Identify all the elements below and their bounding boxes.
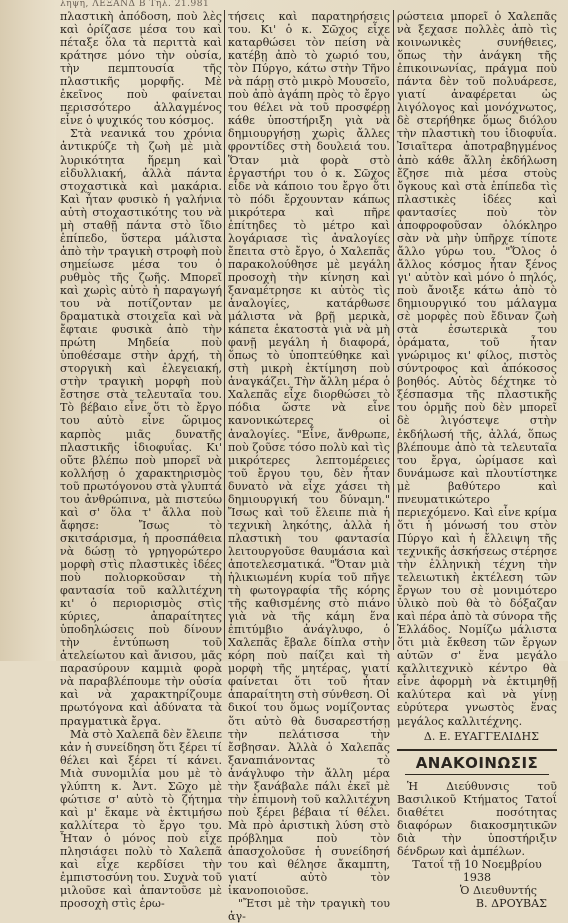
article-column-3: [397, 10, 557, 910]
paragraph: τήσεις καὶ παρατηρήσεις του. Κι' ὁ κ. Σῶχος εἶχε καταρθώσει τὸν πείση νὰ κατέβῃ ἀπὸ τὸ χωριό του, τὸν Πύργο, κάτω στὴν Τῆνο νὰ πάρῃ στὸ μικρὸ Μουσεῖο, ποὺ ἀπὸ ἀγάπη πρὸς τὸ ἔργο του θέλει νὰ τοῦ προσφέρῃ κάθε ὑποστήριξη γιὰ νὰ δημιουργήσῃ χωρὶς ἄλλες φροντίδες στὴ δουλειά του. Ὅταν μιὰ φορὰ στὸ ἐργαστήρι του ὁ κ. Σῶχος εἶδε νὰ κάποιο του ἔργο ὅτι τὸ πόδι ἔρχουνταν κάπως μικρότερα καὶ πῆρε ἐπίτηδες τὸ μέτρο καὶ λογάριασε τὶς ἀναλογίες ἔπειτα στὸ ἔργο, ὁ Χαλεπᾶς παρακολούθησε μὲ μεγάλη προσοχὴ τὴν κίνηση καὶ ξαναμέτρησε κι αὐτὸς τὶς ἀναλογίες, κατάρθωσε μάλιστα νὰ βρῇ μερικὰ, κάπετα ἑκατοστὰ γιὰ νὰ μὴ φανῇ μεγάλη ἡ διαφορά, ὅπως τὸ ὑποπτεύθηκε καὶ στὴ μικρὴ ἐκτίμηση ποὺ ἀναγκάζει. Τὴν ἄλλη μέρα ὁ Χαλεπᾶς εἶχε διορθώσει τὸ πόδια ὥστε νὰ εἶνε κανονικώτερες οἱ ἀναλογίες. "Εἶνε, ἄνθρωπε, ποὺ ζοῦσε τόσο πολὺ καὶ τὶς μικρότερες λεπτομέρειες τοῦ ἔργου του, δὲν ἦταν δυνατὸ νὰ εἶχε χάσει τὴ δημιουργική του δύναμη." Ἴσως καὶ τοῦ ἔλειπε πιὰ ἡ τεχνικὴ ληκότης, ἀλλὰ ἡ πλαστικὴ του φαντασία λειτουργοῦσε θαυμάσια καὶ ἀποτελεσματικά. "Ὅταν μιὰ ἡλικιωμένη κυρία τοῦ πῆγε τὴ φωτογραφία τῆς κόρης τῆς καθισμένης στὸ πιάνο γιὰ νὰ τῆς κάμη ἕνα ἐπιτύμβιο ἀνάγλυφο, ὁ Χαλεπᾶς ἔβαλε δίπλα στὴν κόρη ποὺ παίζει καὶ τὴ μορφὴ τῆς μητέρας, γιατί φαίνεται ὅτι τοῦ ἦταν ἀπαραίτητη στὴ σύνθεση. Οἱ δικοί του ὅμως νομίζοντας ὅτι αὐτὸ θὰ δυσαρεστήσῃ τὴν πελάτισσα τὴν ἔσβησαν. Ἀλλὰ ὁ Χαλεπᾶς ξαναπιάνοντας τὸ ἀνάγλυφο τὴν ἄλλη μέρα τὴν ξανάβαλε πάλι ἐκεῖ μὲ τὴν ἐπιμονὴ τοῦ καλλιτέχνη ποὺ ξέρει βέβαια τί θέλει. Μὰ πρὸ ἀριστικὴ λύση στὸ πρόβλημα ποὺ τὸν ἀπασχολοῦσε ἡ συνείδησή του καὶ θέλησε ἄκαμπτη, γιατί αὐτὸ τὸν ἱκανοποιοῦσε.: [228, 10, 390, 898]
section-rule: [397, 749, 557, 751]
announcement-date: Τατοΐ τῇ 10 Νοεμβρίου 1938: [412, 857, 542, 884]
announcement-role: Ὁ Διευθυντής: [459, 884, 537, 898]
title-rule: [405, 774, 549, 775]
column-divider: [393, 10, 394, 650]
paragraph: "Ἔτσι μὲ τὴν τραγικὴ του ἀγ-: [228, 897, 390, 923]
announcement-name: Β. ΔΡΟΥΒΑΣ: [475, 897, 547, 911]
paper-margin: [0, 0, 56, 661]
announcement-text: Ἡ Διεύθυνσις τοῦ Βασιλικοῦ Κτήματος Τατοΐ διαθέτει ποσότητας διαφόρων διακοσμητικῶν διὰ τὴν ὑποστήριξιν δένδρων καὶ ἀμπέλων.: [397, 779, 557, 858]
announcements-title: ΑΝΑΚΟΙΝΩΣΙΣ: [415, 753, 539, 772]
author-signature: Δ. Ε. ΕΥΑΓΓΕΛΙΔΗΣ: [423, 729, 539, 743]
column-divider: [224, 10, 225, 650]
header-strip: ληψη, ΛΕΞΑΝΔ Β Τηλ. 21.981: [60, 0, 210, 9]
paragraph: ρώστεια μπορεῖ ὁ Χαλεπᾶς νὰ ξεχασε πολλὲς ἀπὸ τὶς κοινωνικὲς συνήθειες, ὅπως τὴν ἀνάγκη τῆς ἐπικοινωνίας, πράγμα ποὺ πάντα δὲν τοῦ πολυάρεσε, γιατί ἀναφέρεται ὡς λιγόλογος καὶ μονόχνωτος, δὲ στερήθηκε ὅμως διόλου τὴν πλαστικὴ του ἰδιοφυΐα. Ἰσιαῖτερα ἀποτραβηγμένος ἀπὸ κάθε ἄλλη ἐκδήλωση ἔζησε πιὰ μέσα στοὺς ὄγκους καὶ στὰ ἐπίπεδα τὶς πλαστικὲς ἰδέες καὶ φαντασίες ποὺ τὸν ἀποφροφοῦσαν ὁλόκληρο σὰν νὰ μὴν ὑπῆρχε τίποτε ἄλλο γύρω του. "Ὅλος ὁ ἄλλος κόσμος ἦταν ξένος γι' αὐτὸν καὶ μόνο ὁ πηλός, ποὺ ἄνοιξε κάτω ἀπὸ τὸ δημιουργικό του μάλαγμα σὲ μορφὲς ποὺ ἔδιναν ζωὴ στὰ ἐσωτερικὰ του ὁράματα, τοῦ ἦταν γνώριμος κι' φίλος, πιστὸς σύντροφος καὶ ἀπόκοσος βοηθός. Αὐτὸς δέχτηκε τὸ ξέσπασμα τῆς πλαστικῆς του ὁρμῆς ποὺ δὲν μπορεῖ δὲ λιγόστεψε στὴν ἐκδήλωσή τῆς, ἀλλά, ὅπως βλέπουμε ἀπὸ τὰ τελευταῖα του ἔργα, ὡρίμασε καὶ δυνάμωσε καὶ πλουτίστηκε μὲ βαθύτερο καὶ πνευματικώτερο περιεχόμενο. Καὶ εἶνε κρίμα ὅτι ἡ μόνωσή του στὸν Πύργο καὶ ἡ ἔλλειψη τῆς τεχνικῆς ἀσκήσεως στέρησε τὴν ἑλληνικὴ τέχνη τὴν τελειωτικὴ ἐκτέλεση τῶν ἔργων του σὲ μονιμότερο ὑλικὸ ποὺ θὰ τὸ δόξαζαν καὶ πέρα ἀπὸ τὰ σύνορα τῆς Ἑλλάδος. Νομίζω μάλιστα ὅτι μιὰ ἔκθεση τῶν ἔργων αὐτῶν σ' ἕνα μεγάλο καλλιτεχνικὸ κέντρο θὰ εἶνε ἀφορμὴ νὰ ἐκτιμηθῇ καλύτερα καὶ νὰ γίνῃ εὐρύτερα γνωστὸς ἕνας μεγάλος καλλιτέχνης.: [397, 10, 557, 728]
article-column-2: [228, 10, 390, 923]
article-column-1: [60, 10, 222, 910]
paragraph: Στὰ νεανικά του χρόνια ἀντικρύζε τὴ ζωὴ μὲ μιὰ λυρικότητα ἥρεμη καὶ εἰδυλλιακή, ἀλλὰ πάντα στοχαστικὰ καὶ μακάρια. Καὶ ἦταν φυσικὸ ἡ γαλήνια αὐτὴ στοχαστικότης του νὰ μὴ σταθῇ πάντα στὸ ἴδιο ἐπίπεδο, ὕστερα μάλιστα ἀπὸ τὴν τραγικὴ στροφὴ ποὺ σημείωσε μέσα του ὁ ρυθμὸς τῆς ζωῆς. Μπορεῖ καὶ χωρὶς αὐτὸ ἡ παραγωγή του νὰ ποτίζονταν με δραματικὰ στοιχεῖα καὶ νὰ ἔφταιε φυσικὰ ἀπὸ τὴν πρώτη Μηδεία ποὺ ὑποθέσαμε στὴν ἀρχή, τὴ στοργικὴ καὶ ἐλεγειακή, στὴν τραγικὴ μορφὴ ποὺ ἔστησε στὰ τελευταῖα του. Τὸ βέβαιο εἶνε ὅτι τὸ ἔργο του αὐτὸ εἶνε ὥριμος καρπὸς μιᾶς δυνατῆς πλαστικῆς ἰδιοφυΐας. Κι' οὔτε βλέπω ποὺ μπορεῖ νὰ κολλήσῃ ὁ χαρακτηρισμὸς τοῦ πρωτόγονου στὰ γλυπτά του ἀνθρώπινα, μὰ πιστεύω καὶ σ' ὅλα τ' ἄλλα ποὺ ἄφησε: Ἴσως τὸ σκιτσάρισμα, ἡ προσπάθεια νὰ δώσῃ τὸ γρηγορώτερο μορφὴ στὶς πλαστικὲς ἰδέες ποὺ πολιορκοῦσαν τὴ φαντασία τοῦ καλλιτέχνη κι' ὁ περιορισμὸς στὶς κύριες, ἀπαραίτητες ὑποδηλώσεις ποὺ δίνουν τὴν ἐντύπωση τοῦ ἀτελείωτου καὶ ἄνισου, μᾶς παρασύρουν καμμιὰ φορὰ νὰ παραβλέπουμε τὴν οὐσία καὶ νὰ χαρακτηρίζουμε πρωτόγονα καὶ ἀδύνατα τὰ πραγματικὰ ἔργα.: [60, 127, 222, 728]
paragraph: πλαστικὴ ἀπόδοση, ποὺ λὲς καὶ ὁρίζασε μέσα του καὶ πέταξε ὅλα τὰ περιττὰ καὶ κράτησε μόνο τὴν οὐσία, τὴν πεμπτουσία τῆς πλαστικῆς μορφῆς. Μὲ ἐκεῖνος ποὺ φαίνεται περισσότερο ἀλλαγμένος εἶνε ὁ ψυχικός του κόσμος.: [60, 10, 222, 128]
paragraph: Μὰ στὸ Χαλεπᾶ δὲν ἔλειπε κἀν ἡ συνείδηση ὅτι ξέρει τί θέλει καὶ ξέρει τί κάνει. Μιὰ συνομιλία μου μὲ τὸ γλύπτη κ. Ἀντ. Σῶχο μὲ φώτισε σ' αὐτὸ τὸ ζήτημα καὶ μ' ἔκαμε νὰ ἐκτιμήσω καλλίτερα τὸ ἔργο του. Ἦταν ὁ μόνος ποὺ εἶχε πλησιάσει πολὺ τὸ Χαλεπᾶ καὶ εἶχε κερδίσει τὴν ἐμπιστοσύνη του. Συχνὰ τοῦ μιλοῦσε καὶ ἀπαντοῦσε μὲ προσοχὴ στὶς ἐρω-: [60, 727, 222, 911]
